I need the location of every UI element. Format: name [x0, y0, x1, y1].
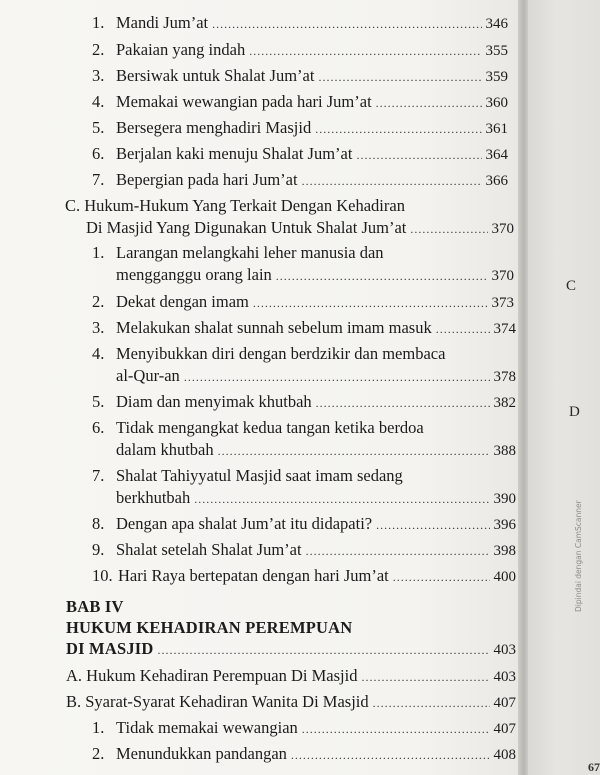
- toc-entry-diam: [92, 392, 516, 413]
- toc-entry-number: 3.: [92, 66, 105, 85]
- toc-entry-pakaian: [92, 40, 508, 61]
- toc-entry-label: Dekat dengan imam: [116, 292, 249, 311]
- section-c-heading-cont: [86, 218, 514, 239]
- toc-entry-label: Larangan melangkahi leher manusia dan: [116, 243, 384, 262]
- toc-leader-dots: [318, 67, 481, 87]
- toc-entry-section-b: [66, 692, 516, 713]
- toc-entry-setelah: [92, 540, 516, 561]
- toc-entry-page: 373: [491, 295, 514, 311]
- toc-entry-page: 382: [493, 395, 516, 411]
- toc-entry-page: 408: [493, 747, 516, 763]
- toc-entry-bersiwak: [92, 66, 508, 87]
- toc-entry-number: 6.: [92, 418, 105, 437]
- toc-leader-dots: [302, 719, 490, 739]
- toc-entry-pandangan: [92, 744, 516, 765]
- toc-entry-label: Memakai wewangian pada hari Jum’at: [116, 92, 372, 111]
- toc-entry-label: Berjalan kaki menuju Shalat Jum’at: [116, 144, 353, 163]
- toc-leader-dots: [315, 119, 481, 139]
- toc-entry-page: 361: [485, 121, 508, 137]
- toc-entry-larangan: [92, 243, 384, 263]
- corner-page-number: 67: [588, 760, 600, 774]
- toc-entry-tangan: [92, 418, 424, 438]
- toc-entry-page: 388: [493, 443, 516, 459]
- toc-entry-page: 407: [493, 721, 516, 737]
- toc-leader-dots: [410, 219, 487, 239]
- toc-entry-page: 396: [493, 517, 516, 533]
- toc-entry-label: Pakaian yang indah: [116, 40, 246, 59]
- toc-entry-label: Shalat setelah Shalat Jum’at: [116, 540, 302, 559]
- toc-entry-number: 7.: [92, 170, 105, 189]
- toc-entry-dekat-imam: [92, 292, 514, 313]
- toc-entry-tahiyyatul-cont: [116, 488, 516, 509]
- toc-entry-page: 374: [493, 321, 516, 337]
- toc-entry-mandi: [92, 13, 508, 34]
- toc-leader-dots: [306, 541, 490, 561]
- toc-entry-label: Menundukkan pandangan: [116, 744, 287, 763]
- toc-entry-number: 3.: [92, 318, 105, 337]
- toc-entry-berdzikir: [92, 344, 445, 364]
- toc-leader-dots: [291, 745, 490, 765]
- toc-entry-page: 398: [493, 543, 516, 559]
- toc-entry-label: al-Qur-an: [116, 366, 180, 385]
- toc-entry-label: berkhutbah: [116, 488, 191, 507]
- toc-entry-label: mengganggu orang lain: [116, 265, 272, 284]
- toc-entry-page: 366: [485, 173, 508, 189]
- toc-entry-label: Diam dan menyimak khutbah: [116, 392, 312, 411]
- scanner-watermark: Dipindai dengan CamScanner: [574, 500, 583, 612]
- toc-entry-larangan-cont: [116, 265, 514, 286]
- toc-entry-didapati: [92, 514, 516, 535]
- toc-leader-dots: [316, 393, 490, 413]
- toc-entry-bersegera: [92, 118, 508, 139]
- toc-entry-page: 400: [493, 569, 516, 585]
- toc-entry-page: 378: [493, 369, 516, 385]
- toc-entry-label: Di Masjid Yang Digunakan Untuk Shalat Jum’at: [86, 218, 407, 237]
- margin-letter-c: C: [566, 278, 577, 294]
- toc-leader-dots: [436, 319, 490, 339]
- toc-entry-label: Shalat Tahiyyatul Masjid saat imam sedang: [116, 466, 403, 485]
- toc-entry-label: Bersegera menghadiri Masjid: [116, 118, 312, 137]
- toc-entry-label: Dengan apa shalat Jum’at itu didapati?: [116, 514, 373, 533]
- toc-entry-page: 359: [485, 69, 508, 85]
- toc-entry-number: 5.: [92, 392, 105, 411]
- toc-entry-number: 6.: [92, 144, 105, 163]
- toc-entry-shalat-sunnah: [92, 318, 516, 339]
- toc-entry-page: 346: [485, 16, 508, 32]
- toc-leader-dots: [218, 441, 490, 461]
- toc-leader-dots: [276, 266, 488, 286]
- chapter-title-cont: [66, 639, 516, 660]
- toc-entry-hari-raya: [92, 566, 516, 587]
- toc-entry-tahiyyatul: [92, 466, 403, 486]
- toc-entry-berdzikir-cont: [116, 366, 516, 387]
- toc-leader-dots: [376, 515, 489, 535]
- toc-entry-page: 370: [491, 268, 514, 284]
- toc-entry-wewangian: [92, 92, 508, 113]
- toc-leader-dots: [393, 567, 490, 587]
- toc-entry-number: 4.: [92, 92, 105, 111]
- toc-entry-number: 2.: [92, 292, 105, 311]
- toc-entry-page: 390: [493, 491, 516, 507]
- toc-entry-number: 2.: [92, 40, 105, 59]
- toc-leader-dots: [356, 145, 481, 165]
- toc-leader-dots: [253, 293, 488, 313]
- toc-entry-number: 9.: [92, 540, 105, 559]
- toc-entry-label: A. Hukum Kehadiran Perempuan Di Masjid: [66, 666, 358, 685]
- toc-entry-number: 4.: [92, 344, 105, 363]
- toc-leader-dots: [212, 14, 481, 34]
- toc-leader-dots: [361, 667, 489, 687]
- chapter-title: HUKUM KEHADIRAN PEREMPUAN: [66, 618, 353, 637]
- toc-entry-number: 7.: [92, 466, 105, 485]
- book-page-right-edge: [528, 0, 600, 775]
- toc-leader-dots: [302, 171, 482, 191]
- toc-entry-number: 1.: [92, 718, 105, 737]
- toc-entry-section-a: [66, 666, 516, 687]
- toc-entry-label: Mandi Jum’at: [116, 13, 209, 32]
- toc-entry-tangan-cont: [116, 440, 516, 461]
- toc-entry-label: DI MASJID: [66, 639, 154, 658]
- chapter-label: BAB IV: [66, 597, 124, 616]
- toc-entry-page: 355: [485, 43, 508, 59]
- toc-entry-berjalan: [92, 144, 508, 165]
- toc-entry-label: Bersiwak untuk Shalat Jum’at: [116, 66, 315, 85]
- toc-entry-tidak-wewangian: [92, 718, 516, 739]
- toc-leader-dots: [158, 640, 490, 660]
- toc-entry-label: Bepergian pada hari Jum’at: [116, 170, 298, 189]
- toc-entry-page: 403: [493, 642, 516, 658]
- toc-entry-label: B. Syarat-Syarat Kehadiran Wanita Di Masjid: [66, 692, 369, 711]
- margin-letter-d: D: [569, 404, 580, 420]
- toc-entry-page: 370: [491, 221, 514, 237]
- toc-entry-number: 5.: [92, 118, 105, 137]
- toc-entry-number: 1.: [92, 243, 105, 262]
- toc-entry-page: 360: [485, 95, 508, 111]
- toc-entry-number: 2.: [92, 744, 105, 763]
- toc-entry-page: 407: [493, 695, 516, 711]
- toc-entry-page: 403: [493, 669, 516, 685]
- section-c-heading: C. Hukum-Hukum Yang Terkait Dengan Kehadiran: [65, 196, 405, 215]
- toc-entry-label: Melakukan shalat sunnah sebelum imam masuk: [116, 318, 432, 337]
- toc-leader-dots: [373, 693, 490, 713]
- toc-entry-label: Tidak mengangkat kedua tangan ketika berdoa: [116, 418, 424, 437]
- toc-entry-label: Hari Raya bertepatan dengan hari Jum’at: [118, 566, 389, 585]
- toc-leader-dots: [376, 93, 482, 113]
- toc-entry-label: Tidak memakai wewangian: [116, 718, 298, 737]
- toc-entry-label: dalam khutbah: [116, 440, 214, 459]
- toc-entry-bepergian: [92, 170, 508, 191]
- toc-entry-number: 10.: [92, 566, 113, 585]
- toc-entry-label: Menyibukkan diri dengan berdzikir dan membaca: [116, 344, 446, 363]
- toc-leader-dots: [249, 41, 481, 61]
- toc-entry-page: 364: [485, 147, 508, 163]
- toc-entry-number: 1.: [92, 13, 105, 32]
- toc-leader-dots: [194, 489, 489, 509]
- toc-entry-number: 8.: [92, 514, 105, 533]
- toc-leader-dots: [184, 367, 490, 387]
